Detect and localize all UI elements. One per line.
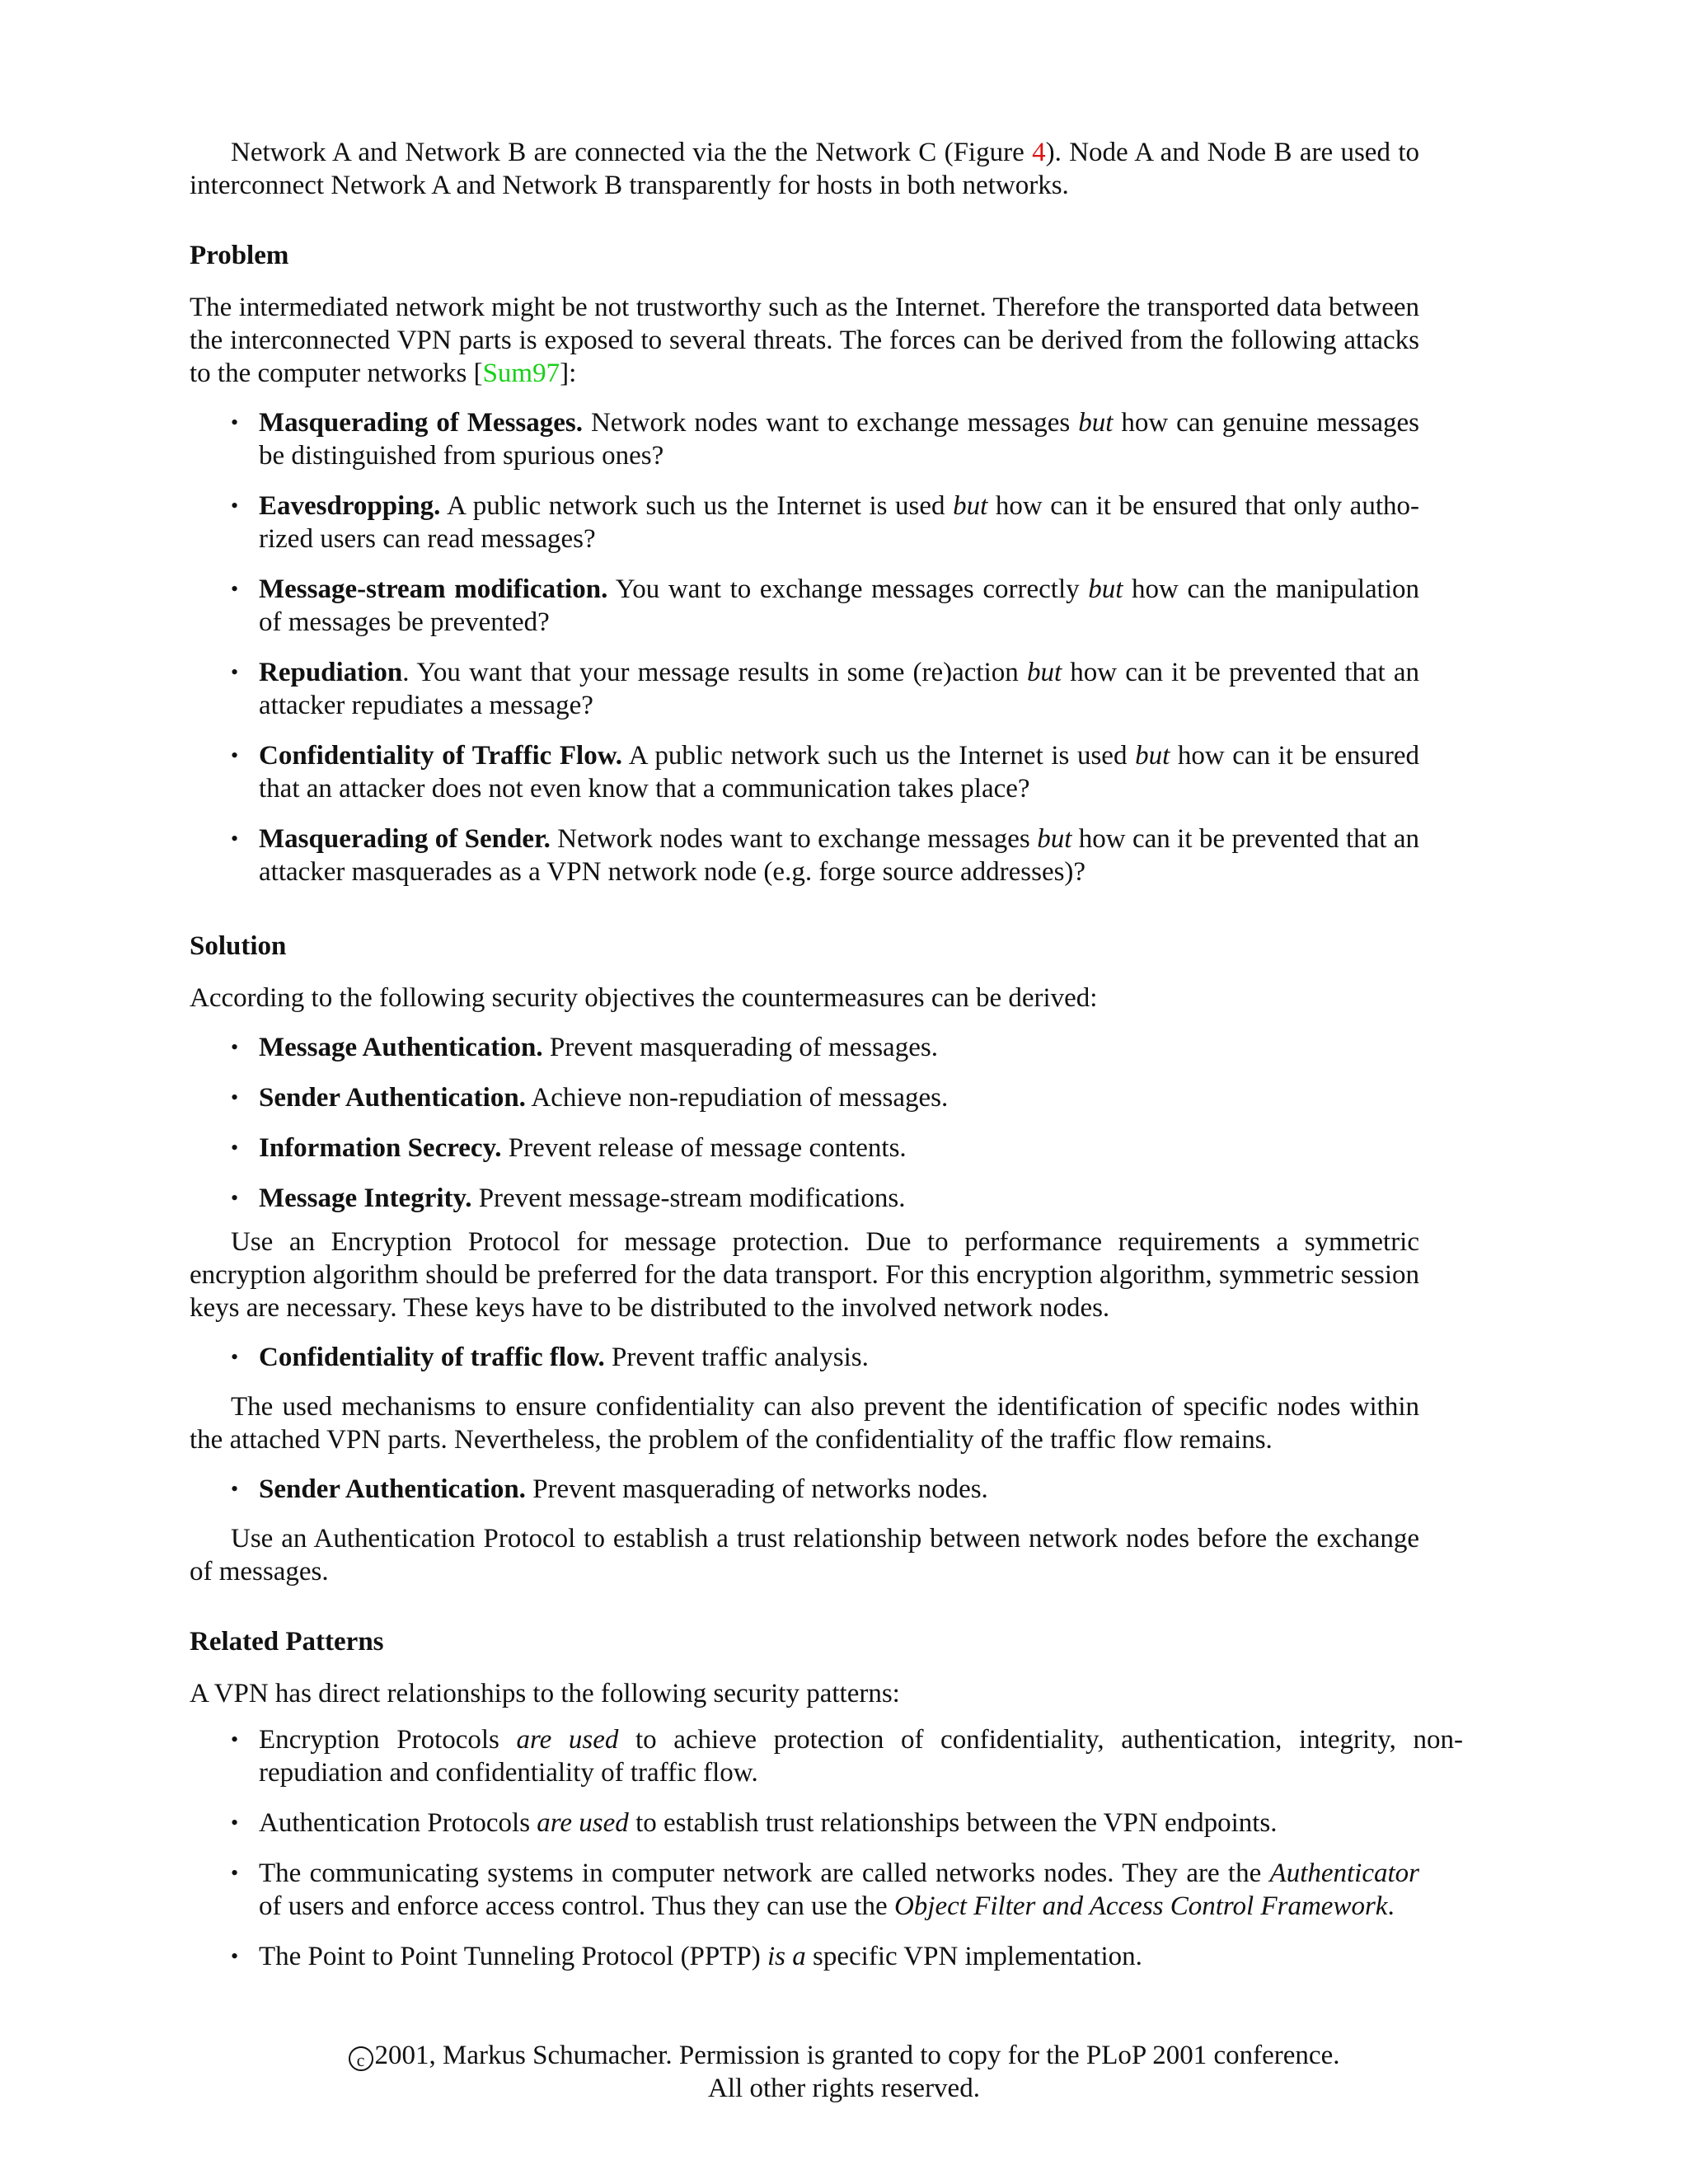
footer-line-1 [0,2039,1688,2072]
copyright-icon: c [349,2046,373,2071]
threat-term: Confidentiality of Traffic Flow. [259,741,622,771]
threat-emphasis: but [1135,741,1170,771]
traffic-text: Prevent traffic analysis. [604,1343,869,1372]
objective-item [190,1182,1419,1215]
threats-list [190,406,1419,888]
related-text: . [1387,1891,1395,1921]
related-emphasis: Authenticator [1269,1858,1419,1888]
threat-term: Masquerading of Messages. [259,408,583,438]
threat-text: A public network such us the Internet is used [621,741,1136,771]
objective-item [190,1132,1419,1165]
related-heading: Related Patterns [190,1627,384,1657]
threat-text: how can it be prevented that an attacker masquerades as a VPN network node (e.g. forge source addresses)? [259,824,1420,887]
related-text: specific VPN implementation. [805,1942,1142,1971]
bullet-icon: • [231,827,239,851]
bullet-icon: • [231,1944,239,1968]
solution-heading: Solution [190,931,287,961]
sender-item [190,1473,1419,1506]
objective-text: Prevent masquerading of messages. [542,1033,938,1062]
threat-term: Message-stream modification. [259,574,608,604]
bullet-icon: • [231,1477,239,1501]
objective-text: Achieve non-repudiation of messages. [525,1083,949,1113]
related-emphasis: are used [516,1725,619,1755]
problem-heading: Problem [190,241,289,270]
bullet-icon: • [231,494,239,518]
threat-text: You want to exchange messages correctly [607,574,1089,604]
threat-emphasis: but [1037,824,1072,854]
problem-text-1: The intermediated network might be not trustworthy such as the Internet. Therefore the transported data between the interconnected VPN parts is exposed to several threats. The forces can be derived from the following attacks to the computer networks [ [190,293,1419,388]
threat-text: how can it be ensured that an attacker does not even know that a communication takes place? [259,741,1419,804]
bullet-icon: • [231,1811,239,1835]
threat-term: Repudiation [259,658,403,687]
objective-text: Prevent release of message contents. [501,1133,907,1163]
related-item [190,1723,1463,1789]
objective-term: Information Secrecy. [259,1133,502,1163]
objectives-list [190,1031,1419,1215]
intro-text-2: ). Node A and Node B are used to interconnect Network A and Network B transparently for hosts in both networks. [190,138,1419,200]
bullet-icon: • [231,1035,239,1059]
bullet-icon: • [231,1186,239,1210]
figure-4-link[interactable]: 4 [1032,138,1046,167]
threat-text: Network nodes want to exchange messages [583,408,1079,438]
bullet-icon: • [231,1861,239,1885]
objective-term: Message Authentication. [259,1033,543,1062]
related-emphasis: is a [767,1942,806,1971]
threat-text: how can the manipulation of messages be prevented? [259,574,1419,637]
threat-item [190,739,1419,805]
threat-emphasis: but [1026,658,1062,687]
threat-emphasis: but [1088,574,1123,604]
objective-item [190,1081,1419,1114]
bullet-icon: • [231,577,239,601]
threat-term: Masquerading of Sender. [259,824,551,854]
bullet-icon: • [231,1345,239,1369]
threat-item [190,406,1419,472]
related-item [190,1940,1419,1973]
bullet-icon: • [231,410,239,434]
objective-item [190,1031,1419,1064]
related-text: Encryption Protocols [259,1725,517,1755]
objective-term: Message Integrity. [259,1183,472,1213]
footer-text-1: 2001, Markus Schumacher. Permission is granted to copy for the PLoP 2001 conference. [374,2041,1340,2070]
bullet-icon: • [231,743,239,767]
related-text: Authentication Protocols [259,1808,537,1838]
citation-sum97-link[interactable]: Sum97 [482,359,560,388]
related-item [190,1857,1419,1923]
threat-item [190,573,1419,639]
threat-text: how can genuine messages be distinguished from spurious ones? [259,408,1419,471]
threat-text: A public network such us the Internet is used [440,491,954,521]
solution-intro: According to the following security objectives the countermeasures can be derived: [190,983,1098,1013]
threat-term: Eavesdropping. [259,491,441,521]
related-text: The communicating systems in computer network are called networks nodes. They are the [259,1858,1270,1888]
bullet-icon: • [231,1085,239,1109]
intro-text-1: Network A and Network B are connected via the the Network C (Figure [231,138,1033,167]
encryption-paragraph: Use an Encryption Protocol for message protection. Due to performance requirements a symmetric encryption algorithm should be preferred for the data transport. For this encryption algorithm, symmetric session keys are necessary. These keys have to be distributed to the involved network nodes. [190,1227,1419,1323]
auth-paragraph: Use an Authentication Protocol to establish a trust relationship between network nodes before the exchange of messages. [190,1524,1419,1586]
problem-paragraph [190,291,1419,390]
bullet-icon: • [231,1136,239,1160]
problem-text-2: ]: [560,359,577,388]
bullet-icon: • [231,1727,239,1751]
sender-term: Sender Authentication. [259,1474,526,1504]
footer-line-2: All other rights reserved. [708,2074,980,2103]
threat-item [190,490,1419,555]
threat-item [190,823,1419,888]
threat-text: how can it be ensured that only authorized users can read messages? [259,491,1419,554]
intro-paragraph [190,136,1419,202]
related-text: of users and enforce access control. Thus they can use the [259,1891,894,1921]
related-item [190,1807,1419,1840]
related-intro: A VPN has direct relationships to the following security patterns: [190,1679,900,1708]
threat-text: how can it be prevented that an attacker repudiates a message? [259,658,1420,720]
related-emphasis: are used [537,1808,629,1838]
bullet-icon: • [231,660,239,684]
objective-term: Sender Authentication. [259,1083,526,1113]
footer [0,2039,1688,2105]
traffic-list [190,1341,1419,1374]
related-emphasis: Object Filter and Access Control Framework [893,1891,1388,1921]
threat-emphasis: but [1078,408,1114,438]
objective-text: Prevent message-stream modifications. [471,1183,906,1213]
traffic-paragraph: The used mechanisms to ensure confidentiality can also prevent the identification of specific nodes within the attached VPN parts. Nevertheless, the problem of the confidentiality of the traffic flow remains. [190,1392,1419,1455]
related-text: The Point to Point Tunneling Protocol (PPTP) [259,1942,768,1971]
related-list [190,1723,1463,1973]
threat-text: Network nodes want to exchange messages [550,824,1038,854]
sender-list [190,1473,1419,1506]
sender-text: Prevent masquerading of networks nodes. [525,1474,988,1504]
threat-text: . You want that your message results in some (re)action [402,658,1027,687]
related-text: to achieve protection of confidentiality, authentication, integrity, non-repudiation and confidentiality of traffic flow. [259,1725,1463,1788]
related-text: to establish trust relationships between the VPN endpoints. [628,1808,1278,1838]
threat-item [190,656,1419,722]
threat-emphasis: but [953,491,988,521]
traffic-term: Confidentiality of traffic flow. [259,1343,605,1372]
traffic-item [190,1341,1419,1374]
